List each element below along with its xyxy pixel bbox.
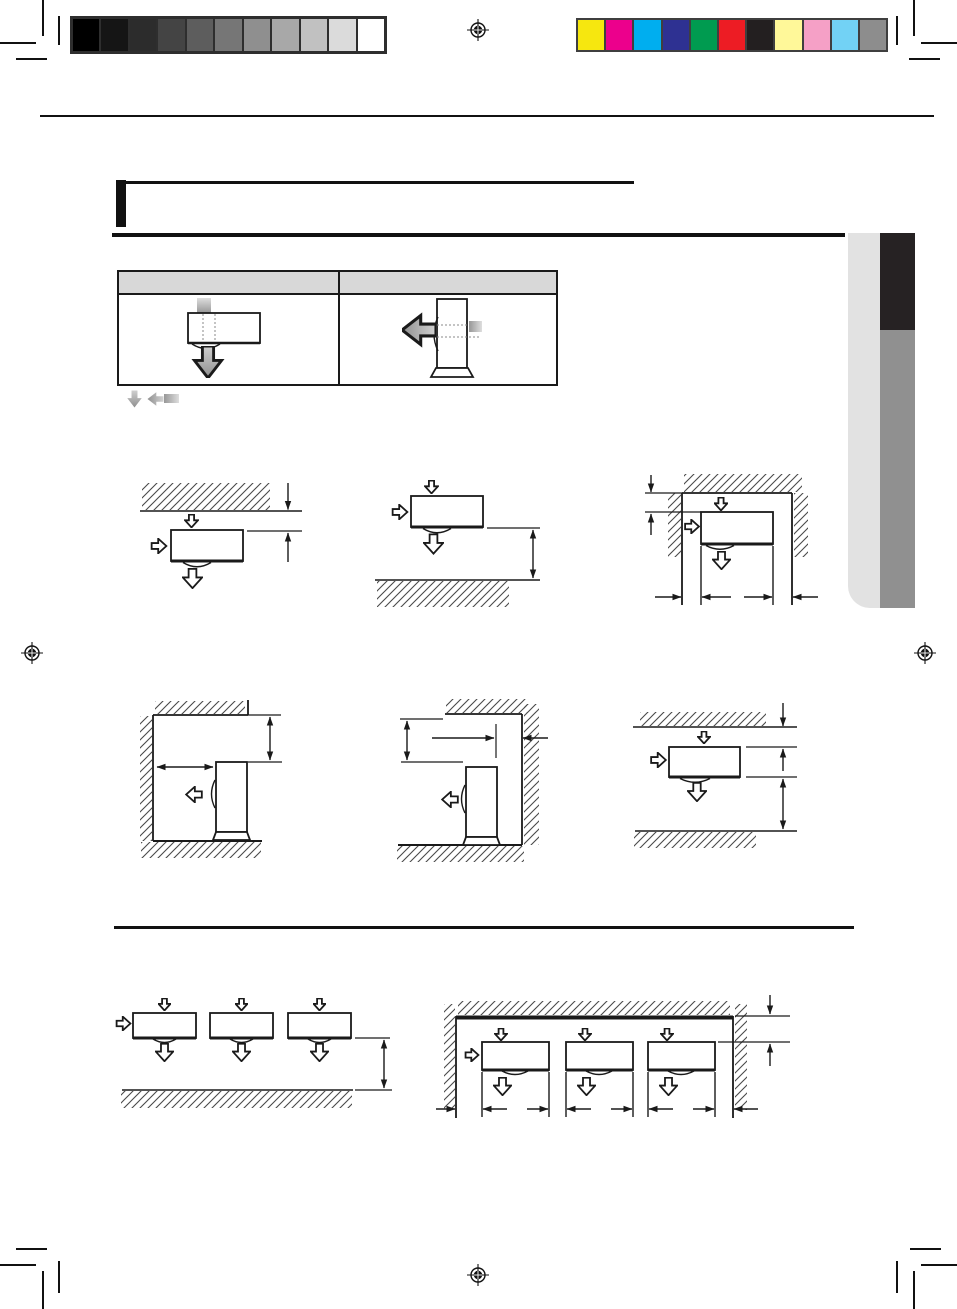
calibration-swatch [719, 20, 745, 50]
title-underline [117, 181, 634, 184]
grayscale-calibration-bar [70, 16, 387, 54]
down-arrow-icon [159, 999, 171, 1011]
airflow-key [127, 391, 179, 408]
calibration-swatch [187, 19, 213, 51]
airflow-legend-table [117, 270, 558, 386]
floor-hatch [121, 1091, 352, 1108]
table-column-divider [338, 272, 340, 384]
down-arrow-icon [185, 515, 198, 528]
right-corner-floor-unit-diagram [397, 699, 548, 862]
multiple-units-enclosed-area-diagram [436, 995, 790, 1118]
registration-marks [21, 19, 936, 1286]
side-tab-black [880, 233, 915, 330]
down-arrow-icon [688, 783, 706, 801]
left-arrow-icon [442, 792, 458, 808]
calibration-swatch [663, 20, 689, 50]
leftward-airflow-icon [148, 392, 164, 406]
calibration-swatch [73, 19, 99, 51]
wall-hatch [794, 493, 808, 557]
registration-mark-icon [914, 642, 936, 664]
right-arrow-icon [152, 539, 167, 554]
floor-clearance-diagram [375, 481, 540, 607]
indoor-unit [669, 747, 740, 777]
down-arrow-icon [233, 1044, 250, 1061]
down-arrow-icon [715, 498, 728, 511]
floor-hatch [634, 832, 756, 848]
multiple-units-open-area-diagram [117, 999, 392, 1108]
calibration-swatch [832, 20, 858, 50]
ceiling-hatch [155, 701, 245, 714]
right-arrow-icon [685, 520, 699, 534]
calibration-swatch [244, 19, 270, 51]
ceiling-hatch [458, 1001, 730, 1015]
down-arrow-icon [494, 1078, 511, 1095]
indoor-unit [482, 1042, 549, 1070]
registration-mark-icon [467, 19, 489, 41]
calibration-swatch [101, 19, 127, 51]
ceiling-hatch [446, 699, 527, 713]
alcove-clearance-diagram [645, 474, 818, 605]
ceiling-and-floor-clearance-diagram [633, 703, 797, 848]
wall-hatch [444, 1004, 455, 1110]
calibration-swatch [272, 19, 298, 51]
inflow-tail-icon [164, 394, 179, 403]
side-tab-gray [880, 330, 915, 608]
right-arrow-icon [466, 1049, 479, 1062]
down-arrow-icon [661, 1029, 673, 1041]
wall-hatch [524, 704, 539, 845]
calibration-swatch [215, 19, 241, 51]
indoor-unit [210, 1013, 273, 1038]
section-2-rule [114, 926, 854, 929]
calibration-swatch [301, 19, 327, 51]
down-arrow-icon [698, 732, 710, 744]
down-arrow-icon [314, 999, 326, 1011]
right-arrow-icon [117, 1017, 131, 1031]
indoor-unit [288, 1013, 351, 1038]
section-rule [112, 233, 845, 237]
side-tab-strip [848, 233, 880, 608]
calibration-swatch [578, 20, 604, 50]
floor-hatch [141, 842, 261, 858]
down-arrow-icon [660, 1078, 677, 1095]
calibration-swatch [747, 20, 773, 50]
down-arrow-icon [156, 1044, 173, 1061]
floor-unit [216, 762, 247, 832]
down-arrow-icon [183, 569, 202, 588]
right-arrow-icon [651, 753, 666, 768]
wall-hatch [668, 493, 681, 557]
left-corner-floor-unit-diagram [140, 700, 282, 858]
indoor-unit [701, 512, 773, 544]
registration-mark-icon [21, 642, 43, 664]
ceiling-hatch [142, 483, 270, 510]
left-arrow-icon [186, 787, 202, 803]
ceiling-hatch [684, 474, 802, 492]
indoor-unit [171, 530, 243, 561]
indoor-unit [133, 1013, 196, 1038]
ceiling-clearance-diagram [140, 483, 302, 588]
calibration-swatch [329, 19, 355, 51]
calibration-swatch [804, 20, 830, 50]
top-rule [40, 115, 934, 117]
calibration-swatch [860, 20, 886, 50]
title-left-bar [116, 180, 126, 227]
calibration-swatch [775, 20, 801, 50]
down-arrow-icon [578, 1078, 595, 1095]
down-arrow-icon [713, 552, 730, 569]
ceiling-hatch [640, 712, 766, 726]
down-arrow-icon [425, 481, 438, 494]
calibration-swatch [158, 19, 184, 51]
indoor-unit [411, 496, 483, 527]
wall-hatch [735, 1004, 747, 1110]
calibration-swatch [691, 20, 717, 50]
calibration-swatch [634, 20, 660, 50]
color-calibration-bar [576, 18, 888, 52]
calibration-swatch [606, 20, 632, 50]
calibration-swatch [130, 19, 156, 51]
floor-unit [466, 767, 497, 837]
down-arrow-icon [311, 1044, 328, 1061]
indoor-unit [566, 1042, 633, 1070]
down-arrow-icon [579, 1029, 591, 1041]
wall-hatch [140, 716, 152, 841]
registration-mark-icon [467, 1264, 489, 1286]
downward-airflow-icon [127, 391, 141, 408]
down-arrow-icon [236, 999, 248, 1011]
floor-hatch [377, 581, 509, 607]
right-arrow-icon [393, 505, 408, 520]
down-arrow-icon [495, 1029, 507, 1041]
floor-hatch [397, 846, 524, 862]
down-arrow-icon [424, 534, 443, 553]
calibration-swatch [358, 19, 384, 51]
indoor-unit [648, 1042, 715, 1070]
